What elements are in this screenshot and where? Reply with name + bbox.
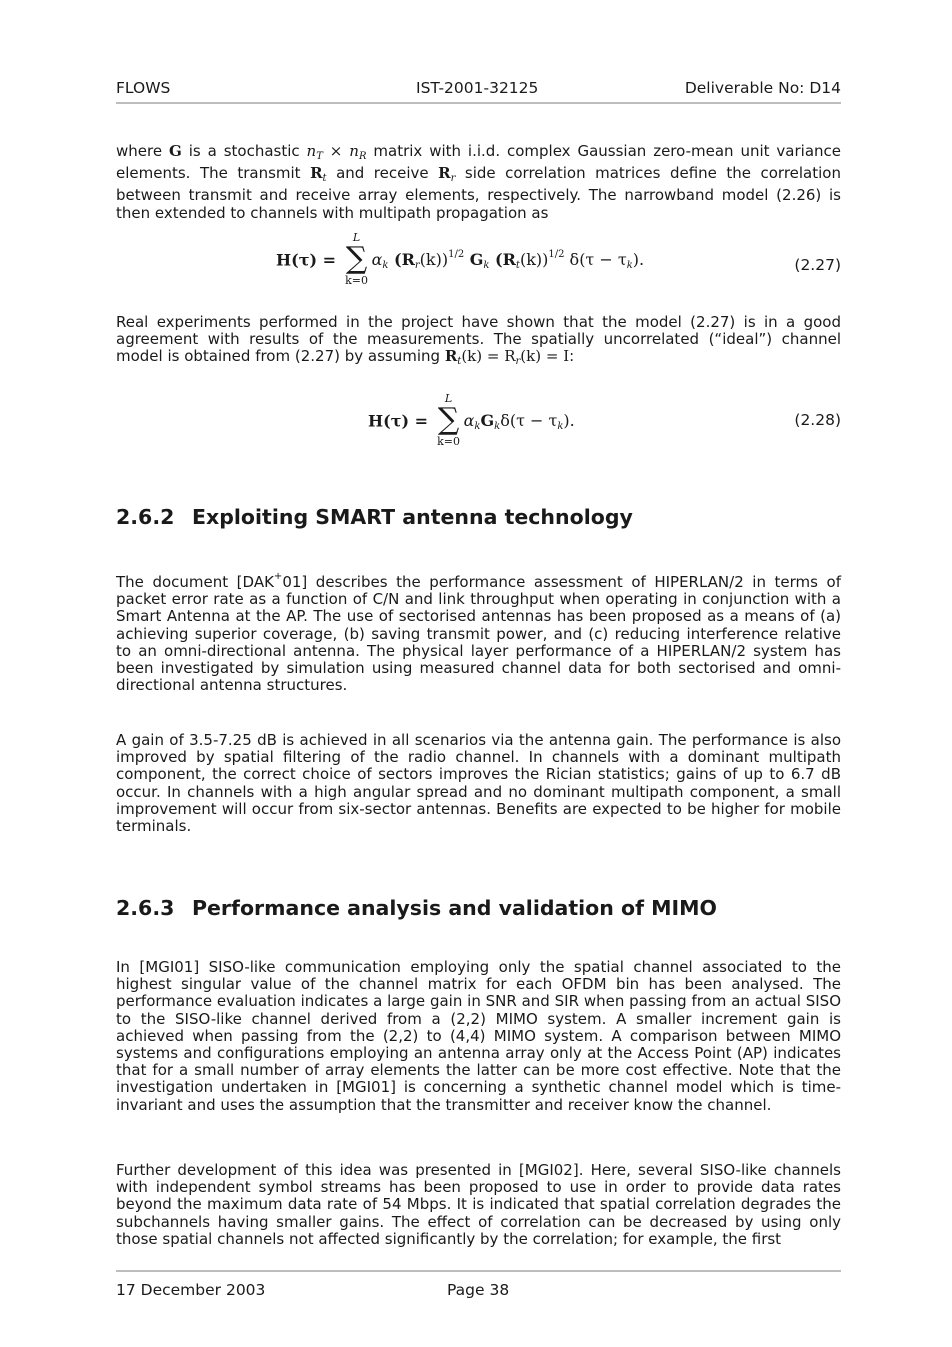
summation-symbol: L ∑ k=0 bbox=[437, 392, 461, 448]
intro-paragraph: where G is a stochastic $n_T \times n_R$ matrix with i.i.d. complex Gaussian zero-mean unit variance elements. The transmit $R_t$ and receive $R_r$ side correlation matrices define the correlation between transmit and receive array elements, respectively. The narrowband model (2.26) is then extended to channels with multipath propagation as bbox=[116, 142, 841, 222]
equation-2-27-number: (2.27) bbox=[794, 256, 841, 274]
equation-2-28-number: (2.28) bbox=[794, 411, 841, 429]
header-contract-id: IST-2001-32125 bbox=[416, 79, 539, 97]
equation-2-28 bbox=[116, 393, 841, 457]
section-number: 2.6.3 bbox=[116, 896, 175, 920]
footer-page-number: Page 38 bbox=[447, 1281, 510, 1299]
summation-symbol: L ∑ k=0 bbox=[345, 231, 369, 287]
section-heading-2-6-2 bbox=[116, 505, 841, 529]
section-heading-2-6-3 bbox=[116, 896, 841, 920]
section-number: 2.6.2 bbox=[116, 505, 175, 529]
page-header bbox=[116, 79, 841, 99]
experiments-paragraph: Real experiments performed in the project have shown that the model (2.27) is in a good agreement with results of the measurements. The spatially uncorrelated (“ideal”) channel model is obtained from (2.27) by assuming $R_t(k) = R_r(k) = I$: bbox=[116, 313, 841, 368]
equation-2-27-body: H(τ) = L ∑ k=0 $\alpha_k$ $(R_r(k))^{1/2}$ $G_k$ $(R_t(k))^{1/2}$ $\delta(\tau - \tau_k)$. bbox=[276, 231, 645, 287]
footer-rule bbox=[116, 1270, 841, 1272]
equation-2-28-body: H(τ) = L ∑ k=0 $\alpha_kG_k\delta(\tau - \tau_k)$. bbox=[368, 392, 575, 448]
header-project: FLOWS bbox=[116, 79, 171, 97]
smart-antenna-paragraph-2: A gain of 3.5-7.25 dB is achieved in all scenarios via the antenna gain. The performance is also improved by spatial filtering of the radio channel. In channels with a dominant multipath component, the correct choice of sectors improves the Rician statistics; gains of up to 6.7 dB occur. In channels with a high angular spread and no dominant multipath component, a small improvement will occur from six-sector antennas. Benefits are expected to be higher for mobile terminals. bbox=[116, 731, 841, 836]
footer-date: 17 December 2003 bbox=[116, 1281, 266, 1299]
section-title: Exploiting SMART antenna technology bbox=[192, 505, 633, 529]
equation-2-27 bbox=[116, 232, 841, 296]
section-title: Performance analysis and validation of MIMO bbox=[192, 896, 717, 920]
mimo-paragraph-1: In [MGI01] SISO-like communication employing only the spatial channel associated to the highest singular value of the channel matrix for each OFDM bin has been analysed. The performance evaluation indicates a large gain in SNR and SIR when passing from an actual SISO to the SISO-like channel derived from a (2,2) MIMO system. A smaller increment gain is achieved when passing from the (2,2) to (4,4) MIMO system. A comparison between MIMO systems and configurations employing an antenna array only at the Access Point (AP) indicates that for a small number of array elements the latter can be more cost effective. Note that the investigation undertaken in [MGI01] is concerning a synthetic channel model which is time-invariant and uses the assumption that the transmitter and receiver know the channel. bbox=[116, 958, 841, 1114]
header-deliverable: Deliverable No: D14 bbox=[684, 79, 841, 97]
mimo-paragraph-2: Further development of this idea was presented in [MGI02]. Here, several SISO-like channels with independent symbol streams has been proposed to use in order to provide data rates beyond the maximum data rate of 54 Mbps. It is indicated that spatial correlation degrades the subchannels having smaller gains. The effect of correlation can be decreased by using only those spatial channels not affected significantly by the correlation; for example, the first bbox=[116, 1161, 841, 1248]
smart-antenna-paragraph-1: The document [DAK+01] describes the performance assessment of HIPERLAN/2 in terms of packet error rate as a function of C/N and link throughput when operating in conjunction with a Smart Antenna at the AP. The use of sectorised antennas has been proposed as a means of (a) achieving superior coverage, (b) saving transmit power, and (c) reducing interference relative to an omni-directional antenna. The physical layer performance of a HIPERLAN/2 system has been investigated by simulation using measured channel data for both sectorised and omni-directional antenna structures. bbox=[116, 571, 841, 695]
header-rule bbox=[116, 102, 841, 104]
